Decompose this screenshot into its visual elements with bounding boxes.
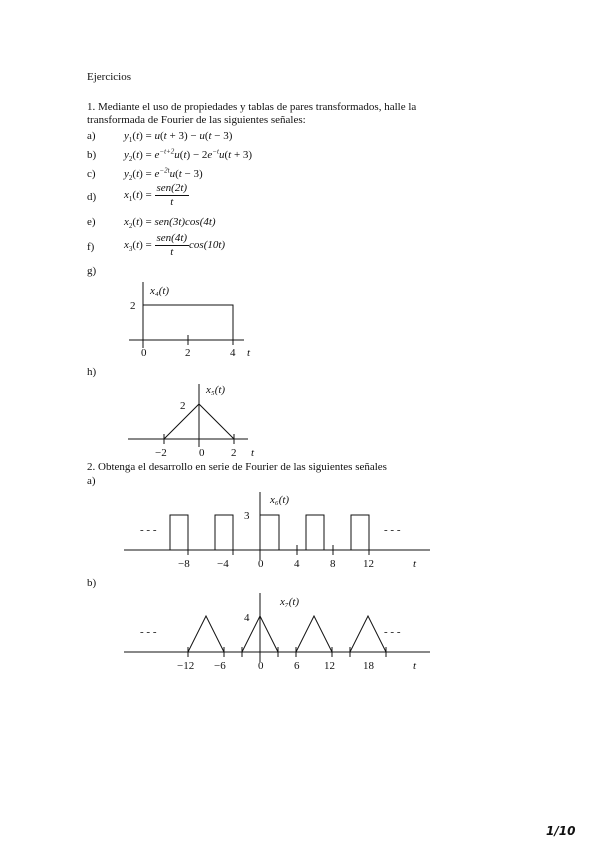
plot-g-tick-label: 2 [185, 347, 191, 359]
plot-h-tick-label: 2 [231, 447, 237, 459]
equation-d: $x_1(t)$ = $\frac{\text{sen(2t)}}{t}$ [124, 182, 188, 208]
plot-2a-pulse [215, 515, 233, 550]
plot-2b-triangle [188, 616, 224, 652]
item-b-label: b) [87, 149, 97, 161]
item-d-label: d) [87, 191, 97, 203]
plot-2a-axis-label: t [413, 558, 417, 570]
question-1-line-2: transformada de Fourier de las siguientes señales: [87, 114, 306, 126]
plot-2a-pulse [306, 515, 324, 550]
plot-2a-level: 3 [244, 510, 250, 522]
plot-2b-tick-label: 6 [294, 660, 300, 672]
plot-h-level: 2 [180, 400, 186, 412]
plot-h [128, 384, 255, 459]
question-2-line: 2. Obtenga el desarrollo en serie de Fourier de las siguientes señales [87, 461, 387, 473]
plot-2b-triangle [296, 616, 332, 652]
plot-g-axis-label: t [247, 347, 251, 359]
plot-g [129, 282, 251, 359]
plot-2b-dots-right: - - - [384, 626, 401, 638]
plot-2b-dots-left: - - - [140, 626, 157, 638]
plot-2b-triangle [350, 616, 386, 652]
plot-2b-level: 4 [244, 612, 250, 624]
plot-2b-tick-label: 18 [363, 660, 374, 672]
plot-2b-tick-label: −6 [214, 660, 226, 672]
plot-2a-tick-label: −4 [217, 558, 229, 570]
equation-b: $y_2(t) = e^{-t+2}u(t) - 2e^{-t}u(t + 3)$ [124, 147, 253, 164]
plot-g-title: x₄(t) [150, 285, 170, 297]
plot-2a-tick-label: 4 [294, 558, 300, 570]
equation-c: $y_2(t) = e^{-2t}u(t - 3)$ [124, 166, 203, 183]
plot-g-signal [143, 305, 233, 340]
plot-2a-pulse [351, 515, 369, 550]
plot-2b-tick-label: −12 [177, 660, 195, 672]
item-f-label: f) [87, 241, 95, 253]
fraction-d-denominator: t [170, 196, 174, 208]
equation-a: $y_1(t) = u(t + 3) - u(t - 3)$ [124, 130, 233, 145]
plot-2a-pulse [260, 515, 279, 550]
plot-g-tick-label: 4 [230, 347, 236, 359]
item-e-label: e) [87, 216, 96, 228]
plot-g-tick-label: 0 [141, 347, 147, 359]
plot-2b-tick-label: 12 [324, 660, 335, 672]
plot-h-axis-label: t [251, 447, 255, 459]
plot-2a-pulse [170, 515, 188, 550]
plot-2b-axis-label: t [413, 660, 417, 672]
fraction-f-denominator: t [170, 246, 174, 258]
plot-h-tick-label: −2 [155, 447, 167, 459]
plot-2a-tick-label: 0 [258, 558, 264, 570]
fraction-d-numerator: sen(2t) [156, 182, 188, 194]
plot-2a-title: x₆(t) [270, 494, 290, 506]
page-number: 1/10 [546, 824, 576, 838]
equation-e: $x_2(t) = sen(3t)\cos(4t)$ [124, 216, 216, 231]
plot-2a-dots-right: - - - [384, 524, 401, 536]
item-h-label: h) [87, 366, 97, 378]
plot-2a-dots-left: - - - [140, 524, 157, 536]
equation-f: $x_3(t)$ = $\frac{\text{sen(4t)}}{t}$ cos(10t) [124, 232, 226, 258]
question-2-b-label: b) [87, 577, 97, 589]
plot-2a-tick-label: −8 [178, 558, 190, 570]
plot-h-title: x₅(t) [206, 384, 226, 396]
plot-2b [124, 593, 430, 672]
plot-2a [124, 492, 430, 570]
question-1-line-1: 1. Mediante el uso de propiedades y tablas de pares transformados, halle la [87, 101, 417, 113]
plot-2b-tick-label: 0 [258, 660, 264, 672]
plot-2b-title: x₇(t) [280, 596, 300, 608]
fraction-f-numerator: sen(4t) [156, 232, 188, 244]
heading: Ejercicios [87, 71, 131, 83]
item-a-label: a) [87, 130, 96, 142]
plot-h-tick-label: 0 [199, 447, 205, 459]
equation-f-tail: cos(10t) [189, 239, 226, 252]
question-2-a-label: a) [87, 475, 96, 487]
plot-2a-tick-label: 12 [363, 558, 374, 570]
equation-e-rhs: sen(3t)cos(4t) [154, 216, 216, 228]
plot-2a-tick-label: 8 [330, 558, 336, 570]
item-c-label: c) [87, 168, 96, 180]
plot-g-level: 2 [130, 300, 136, 312]
item-g-label: g) [87, 265, 97, 277]
